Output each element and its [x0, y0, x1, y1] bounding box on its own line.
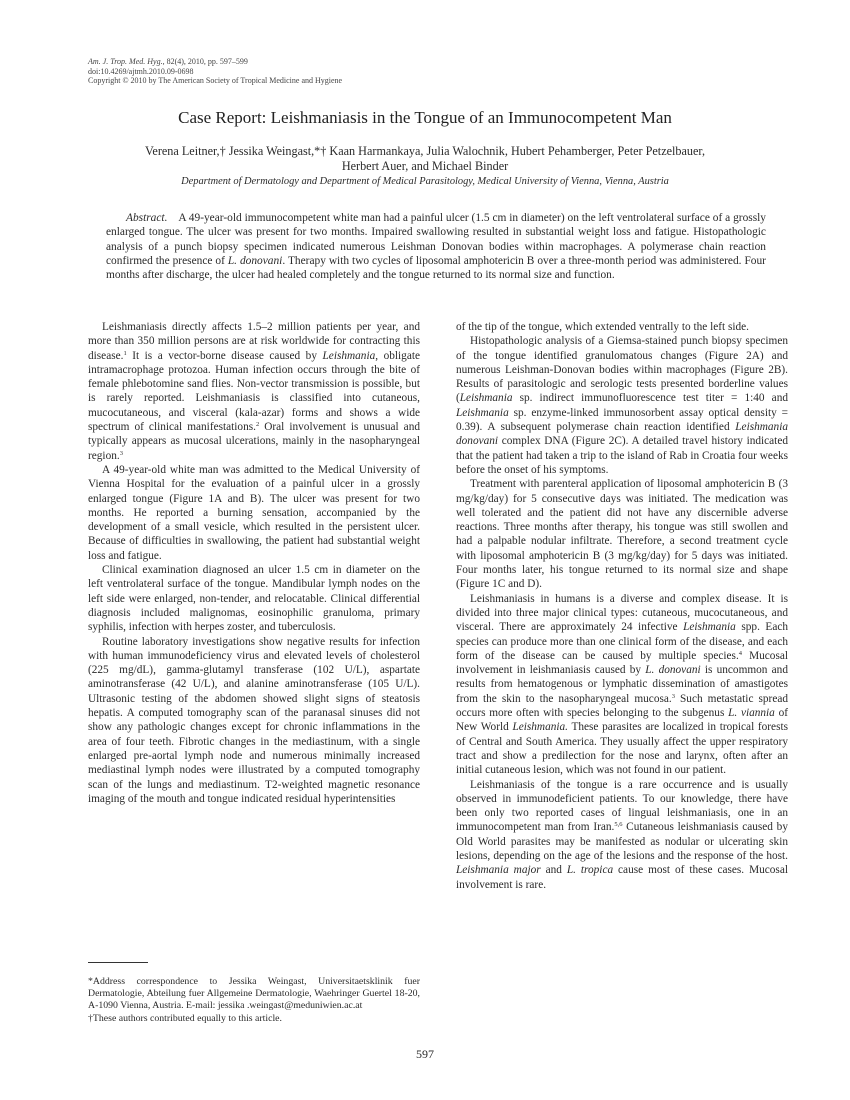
- journal-header: [88, 57, 342, 86]
- footnotes: [88, 976, 420, 1025]
- journal-citation: Am. J. Trop. Med. Hyg., 82(4), 2010, pp. 597–599: [88, 57, 248, 66]
- authors-line-1: Verena Leitner,† Jessika Weingast,*† Kaan Harmankaya, Julia Walochnik, Hubert Pehamberger, Peter Petzelbauer,: [144, 144, 706, 158]
- page-number: 597: [416, 1047, 434, 1061]
- paragraph: of the tip of the tongue, which extended ventrally to the left side.: [456, 321, 750, 333]
- journal-name: Am. J. Trop. Med. Hyg.: [88, 57, 163, 66]
- doi: doi:10.4269/ajtmh.2010.09-0698: [88, 66, 194, 76]
- copyright: Copyright © 2010 by The American Society of Tropical Medicine and Hygiene: [88, 76, 343, 86]
- paragraph: Routine laboratory investigations show negative results for infection with human immunodeficiency virus and elevated levels of cholesterol (225 mg/dL), gamma-glutamyl transferase (102 U/L), aspartate aminotransferase (42 U/L), and alanine aminotransferase (105 U/L). Ultrasonic testing of the abdomen showed slight signs of steatosis hepatis. A computed tomography scan of the paranasal sinuses did not show any pathologic changes except for chronic inflammations in the area of four teeth. Fibrotic changes in the mediastinum, with a single enlarged pre-aortal lymph node and numerous minimally increased mediastinal lymph nodes were illustrated by a computed tomography scan of the lungs and mediastinum. T2-weighted magnetic resonance imaging of the mouth and tongue indicated residual hyperintensities: [88, 635, 420, 805]
- paragraph: Clinical examination diagnosed an ulcer 1.5 cm in diameter on the left ventrolateral surface of the tongue. Mandibular lymph nodes on the left side were enlarged, non-tender, and relocatable. Clinical differential diagnosis included malignomas, eosinophilic granuloma, primary syphilis, infection with herpes zoster, and tuberculosis.: [88, 564, 420, 634]
- reference-marker: 1: [123, 349, 127, 357]
- paragraph: Leishmaniasis directly affects 1.5–2 million patients per year, and more than 350 million persons are at risk worldwide for contracting this disease.$^1$ It is a vector-borne disease caused by Leishmania, obligate intramacrophage protozoa. Human infection occurs through the bite of female phlebotomine sand flies. Non-vector transmission is possible, but is rarely reported. Leishmaniasis is classified into cutaneous, mucocutaneous, and visceral (kala-azar) forms and shows a wide spectrum of clinical manifestations.$^2$ Oral involvement is unusual and typically appears as mucosal ulcerations, mainly in the nasopharyngeal region.$^3$: [88, 321, 420, 462]
- body-column-right: [456, 320, 788, 892]
- reference-marker: 5,6: [614, 821, 623, 829]
- reference-marker: 4: [738, 649, 743, 657]
- abstract: Abstract. A 49-year-old immunocompetent white man had a painful ulcer (1.5 cm in diameter) on the left ventrolateral surface of a grossly enlarged tongue. The ulcer was present for two months. Impaired swallowing resulted in substantial weight loss and fatigue. Histopathologic analysis of a punch biopsy specimen indicated numerous Leishman Donovan bodies within macrophages. A polymerase chain reaction confirmed the presence of L. donovani. Therapy with two cycles of liposomal amphotericin B over a three-month period was administered. Four months after discharge, the ulcer had healed completely and the tongue returned to its normal size and function.: [106, 212, 766, 282]
- footnote-equal-contribution: †These authors contributed equally to this article.: [88, 1012, 282, 1024]
- paragraph: Leishmaniasis in humans is a diverse and complex disease. It is divided into three major clinical types: cutaneous, mucocutaneous, and visceral. There are approximately 24 infective Leishmania spp. Each species can produce more than one clinical form of the disease, and each form of the disease can be caused by multiple species.$^4$ Mucosal involvement in leishmaniasis caused by L. donovani is uncommon and results from hematogenous or lymphatic dissemination of amastigotes from the skin to the nasopharyngeal mucosa.$^3$ Such metastatic spread occurs more often with species belonging to the subgenus L. viannia of New World Leishmania. These parasites are localized in tropical forests of Central and South America. They usually affect the upper respiratory tract and show a predilection for the nose and larynx, often after an initial cutaneous lesion, which was not found in our patient.: [456, 592, 789, 777]
- reference-marker: 3: [119, 449, 123, 457]
- authors-line-2: Herbert Auer, and Michael Binder: [341, 159, 509, 173]
- article-title: Case Report: Leishmaniasis in the Tongue of an Immunocompetent Man: [178, 108, 672, 127]
- body-column-left: [88, 320, 420, 806]
- paragraph: Histopathologic analysis of a Giemsa-stained punch biopsy specimen of the tongue identified granulomatous changes (Figure 2A) and numerous Leishman-Donovan bodies within macrophages (Figure 2B). Results of parasitologic and serologic tests presented borderline values (Leishmania sp. indirect immunofluorescence test titer = 1:40 and Leishmania sp. enzyme-linked immunosorbent assay optical density = 0.39). A subsequent polymerase chain reaction identified Leishmania donovani complex DNA (Figure 2C). A detailed travel history indicated that the patient had taken a trip to the island of Rab in Croatia four weeks before the onset of his symptoms.: [456, 335, 788, 476]
- paragraph: Treatment with parenteral application of liposomal amphotericin B (3 mg/kg/day) for 5 consecutive days was initiated. The medication was well tolerated and the patient did not have any discernible adverse reactions. Three months after therapy, his tongue was still swollen and had a palpable nodular infiltrate. Therefore, a second treatment cycle with liposomal amphotericin B (3 mg/kg/day) for 5 days was initiated. Four months later, his tongue returned to its normal size and shape (Figure 1C and D).: [456, 478, 788, 591]
- author-list: [110, 144, 740, 174]
- reference-marker: 2: [255, 421, 260, 429]
- paragraph: Leishmaniasis of the tongue is a rare occurrence and is usually observed in immunodeficient patients. To our knowledge, there have been only two reported cases of lingual leishmaniasis, one in an immunocompetent man from Iran.$^{5,6}$ Cutaneous leishmaniasis caused by Old World parasites may be manifested as nodular or ulcerating skin lesions, depending on the age of the lesions and the response of the host. Leishmania major and L. tropica cause most of these cases. Mucosal involvement is rare.: [456, 778, 788, 891]
- affiliation: Department of Dermatology and Department of Medical Parasitology, Medical University of Vienna, Vienna, Austria: [181, 176, 669, 187]
- reference-marker: 3: [671, 692, 675, 700]
- footnote-correspondence: *Address correspondence to Jessika Weingast, Universitaetsklinik fuer Dermatologie, Abteilung fuer Allgemeine Dermatologie, Waehringer Guertel 18-20, A-1090 Vienna, Austria. E-mail: jessika .weingast@meduniwien.ac.at: [88, 976, 420, 1012]
- abstract-label: Abstract.: [126, 212, 168, 224]
- footnote-divider: [88, 962, 148, 963]
- paragraph: A 49-year-old white man was admitted to the Medical University of Vienna Hospital for the evaluation of a painful ulcer in a grossly enlarged tongue (Figure 1A and B). The ulcer was present for two months. He reported a burning sensation, accompanied by the development of a small vesicle, which resulted in the persistent ulcer. Because of difficulties in swallowing, the patient had substantial weight loss and fatigue.: [88, 463, 420, 562]
